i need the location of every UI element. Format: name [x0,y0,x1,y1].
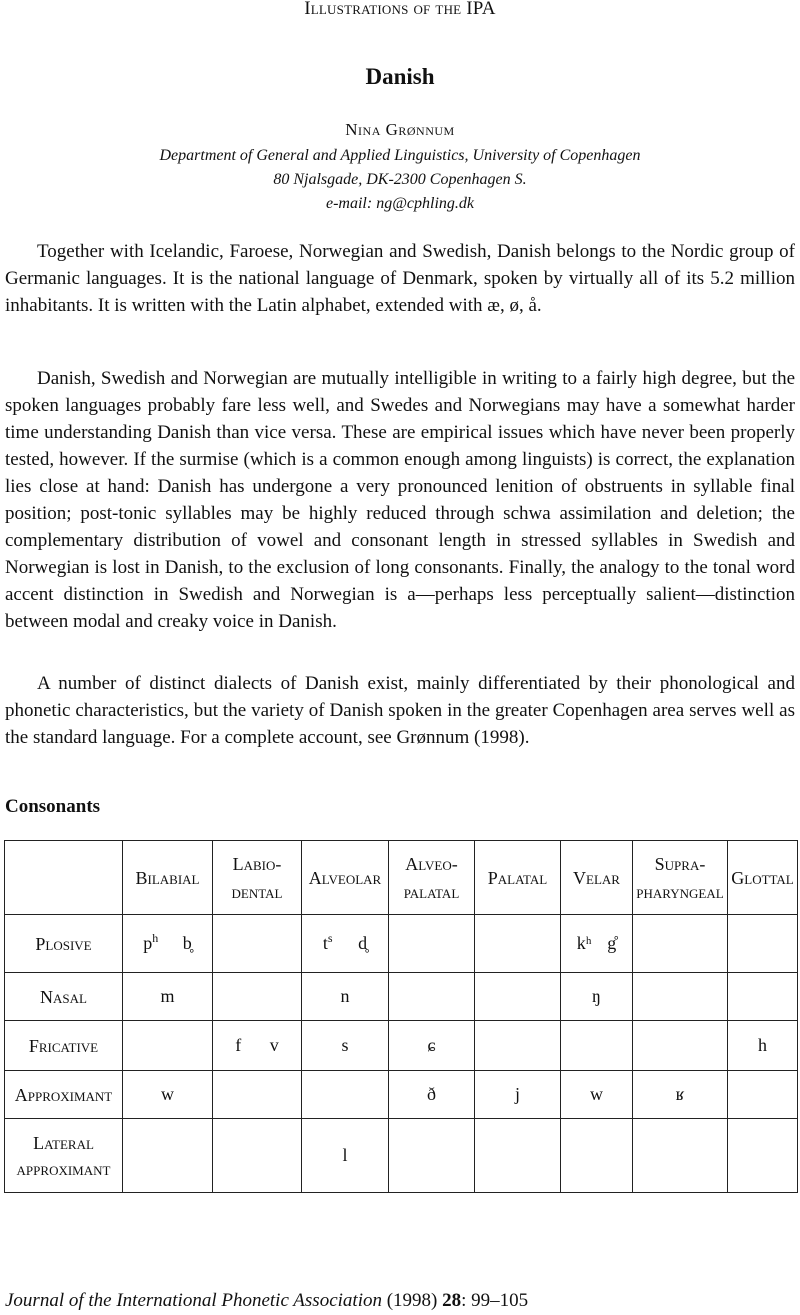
symbol-cell [728,915,798,973]
symbol-cell [123,1021,213,1071]
symbol-cell [728,1119,798,1193]
ipa-symbol: m [160,986,175,1006]
symbol-cell [561,1071,633,1119]
row-label: Lateral approximant [5,1119,123,1193]
symbol-cell [389,973,475,1021]
symbol-cell [123,915,213,973]
journal-pages: : 99–105 [461,1290,529,1311]
symbol-cell [302,1021,389,1071]
symbol-cell [389,1119,475,1193]
section-heading: Consonants [5,796,101,817]
paragraph-2: Danish, Swedish and Norwegian are mutually intelligible in writing to a fairly high degree, but the spoken languages probably fare less well, and Swedes and Norwegians may have a somewhat harder time understanding Danish than vice versa. These are empirical issues which have never been properly tested, however. If the surmise (which is a common enough among linguists) is correct, the explanation lies close at hand: Danish has undergone a very pronounced lenition of obstruents in syllable final position; post-tonic syllables may be highly reduced through schwa assimilation and deletion; the complementary distribution of vowel and consonant length in stressed syllables in Swedish and Norwegian is lost in Danish, to the exclusion of long consonants. Finally, the analogy to the tonal word accent distinction in Swedish and Norwegian is a—perhaps less perceptually salient—distinction between modal and creaky voice in Danish. [5,368,795,632]
ipa-symbol: w [590,1084,603,1104]
ipa-symbol: h [758,1035,767,1055]
ipa-symbol: b̥ [182,933,192,953]
col-header: Alveo- palatal [389,841,475,915]
table-row [5,1119,798,1193]
symbol-cell [633,1119,728,1193]
symbol-cell [389,1071,475,1119]
running-head: Illustrations of the IPA [304,0,496,19]
symbol-cell [302,973,389,1021]
symbol-cell [213,915,302,973]
symbol-cell [302,1119,389,1193]
affiliation-email: e-mail: ng@cphling.dk [325,195,474,212]
symbol-cell [302,1071,389,1119]
symbol-cell [475,1071,561,1119]
symbol-cell [389,915,475,973]
ipa-symbol: ɕ [427,1035,436,1055]
ipa-symbol: ŋ [592,986,601,1006]
symbol-cell [302,915,389,973]
ipa-symbol: $p^h$ [143,931,159,953]
col-header: Palatal [475,841,561,915]
symbol-cell [213,1021,302,1071]
row-label: Plosive [5,915,123,973]
author-name: Nina Grønnum [345,120,455,139]
symbol-cell [728,1071,798,1119]
row-label: Fricative [5,1021,123,1071]
table-row [5,915,798,973]
symbol-cell [561,973,633,1021]
row-label: Nasal [5,973,123,1021]
symbol-cell [728,1021,798,1071]
symbol-cell [475,973,561,1021]
symbol-cell [213,973,302,1021]
col-header: Velar [561,841,633,915]
affiliation-line-1: Department of General and Applied Linguistics, University of Copenhagen [159,147,641,164]
symbol-cell [633,973,728,1021]
affiliation-line-2: 80 Njalsgade, DK-2300 Copenhagen S. [273,171,527,188]
journal-volume: 28 [442,1290,462,1311]
symbol-cell [561,1021,633,1071]
journal-name: Journal of the International Phonetic Association [5,1290,382,1311]
header-row [5,841,798,915]
journal-footer [5,1290,528,1312]
ipa-symbol: s [341,1035,349,1055]
symbol-cell [728,973,798,1021]
ipa-symbol: g̊ [607,933,617,953]
ipa-symbol: ð [427,1084,436,1104]
ipa-symbol: n [340,986,350,1006]
symbol-cell [213,1119,302,1193]
journal-year: (1998) [386,1290,438,1311]
col-header: Bilabial [123,841,213,915]
ipa-symbol: ʁ [675,1084,685,1104]
symbol-cell [633,915,728,973]
row-label: Approximant [5,1071,123,1119]
paragraph-3: A number of distinct dialects of Danish exist, mainly differentiated by their phonological and phonetic characteristics, but the variety of Danish spoken in the greater Copenhagen area serves well as the standard language. For a complete account, see Grønnum (1998). [5,673,795,748]
ipa-symbol: l [342,1145,348,1165]
ipa-symbol: j [514,1084,520,1104]
consonant-table [4,840,798,1193]
col-header: Alveolar [302,841,389,915]
symbol-cell [123,1071,213,1119]
col-header: Supra- pharyngeal [633,841,728,915]
symbol-cell [123,973,213,1021]
ipa-symbol: kʰ [576,933,592,953]
table-row [5,1021,798,1071]
symbol-cell [633,1021,728,1071]
ipa-symbol: d̥ [358,933,368,953]
symbol-cell [123,1119,213,1193]
ipa-symbol: w [161,1084,174,1104]
col-header: Labio- dental [213,841,302,915]
corner-cell [5,841,123,915]
symbol-cell [561,1119,633,1193]
col-header: Glottal [728,841,798,915]
article-title: Danish [365,64,435,89]
symbol-cell [633,1071,728,1119]
symbol-cell [475,915,561,973]
ipa-symbol: $t^s$ [322,931,333,953]
table-row [5,1071,798,1119]
ipa-symbol: v [269,1035,279,1055]
symbol-cell [475,1021,561,1071]
ipa-symbol: f [235,1035,242,1055]
paragraph-1: Together with Icelandic, Faroese, Norwegian and Swedish, Danish belongs to the Nordic group of Germanic languages. It is the national language of Denmark, spoken by virtually all of its 5.2 million inhabitants. It is written with the Latin alphabet, extended with æ, ø, å. [5,241,795,316]
symbol-cell [389,1021,475,1071]
symbol-cell [475,1119,561,1193]
table-row [5,973,798,1021]
symbol-cell [213,1071,302,1119]
symbol-cell [561,915,633,973]
